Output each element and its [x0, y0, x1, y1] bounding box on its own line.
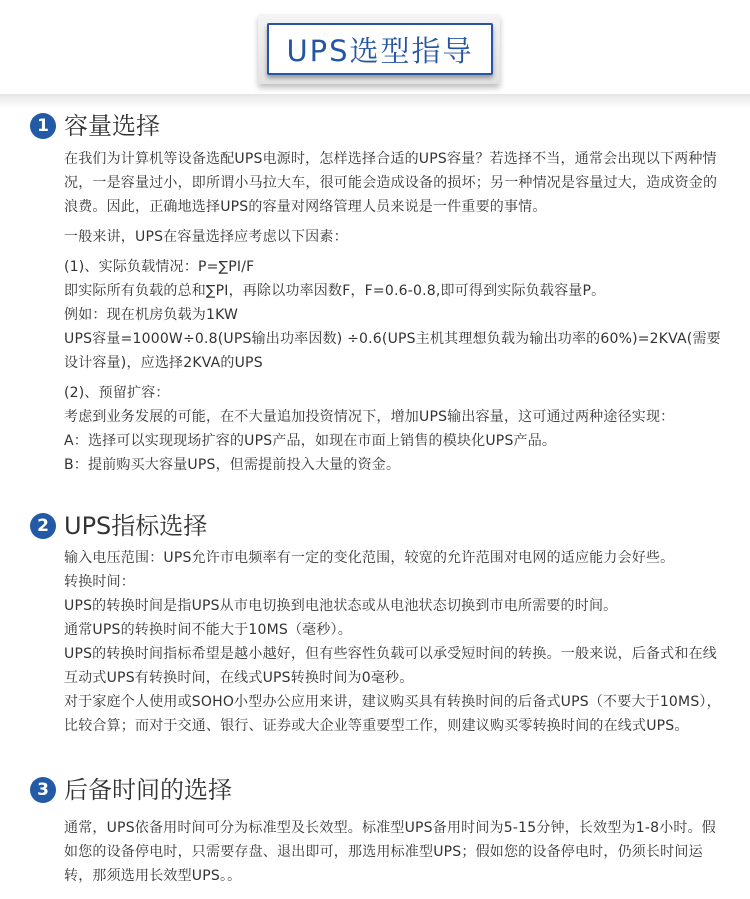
paragraph: 即实际所有负载的总和∑PI，再除以功率因数F，F=0.6-0.8,即可得到实际负载容量P。	[64, 283, 606, 299]
section-header	[0, 508, 750, 544]
paragraph: (1)、实际负载情况：P=∑PI/F	[64, 259, 255, 275]
paragraph: 在我们为计算机等设备选配UPS电源时，怎样选择合适的UPS容量？若选择不当，通常会出现以下两种情况，一是容量过小，即所谓小马拉大车，很可能会造成设备的损坏；另一种情况是容量过大，造成资金的浪费。因此，正确地选择UPS的容量对网络管理人员来说是一件重要的事情。	[64, 151, 718, 215]
paragraph: UPS的转换时间指标希望是越小越好，但有些容性负载可以承受短时间的转换。一般来说，后备式和在线互动式UPS有转换时间，在线式UPS转换时间为0毫秒。	[64, 646, 717, 686]
section-body	[64, 816, 730, 888]
section-number-badge: 1	[30, 113, 56, 139]
paragraph: 考虑到业务发展的可能，在不大量追加投资情况下，增加UPS输出容量，这可通过两种途径实现：	[64, 409, 675, 425]
section-body	[64, 546, 730, 738]
paragraph: 通常UPS的转换时间不能大于10MS（毫秒）。	[64, 622, 352, 638]
section-header	[0, 772, 750, 808]
paragraph: A：选择可以实现现场扩容的UPS产品，如现在市面上销售的模块化UPS产品。	[64, 433, 557, 449]
paragraph: 转换时间：	[64, 574, 135, 590]
section-number-badge: 2	[30, 513, 56, 539]
section-title: 后备时间的选择	[64, 776, 232, 804]
paragraph: (2)、预留扩容：	[64, 385, 170, 401]
page-title: UPS选型指导	[286, 33, 474, 68]
title-frame	[267, 23, 493, 75]
section-body	[64, 147, 730, 477]
paragraph: B：提前购买大容量UPS，但需提前投入大量的资金。	[64, 457, 401, 473]
paragraph: 对于家庭个人使用或SOHO小型办公应用来讲，建议购买具有转换时间的后备式UPS（不要大于10MS），比较合算；而对于交通、银行、证券或大企业等重要型工作，则建议购买零转换时间的在线式UPS。	[64, 694, 721, 734]
paragraph: 通常，UPS依备用时间可分为标准型及长效型。标准型UPS备用时间为5-15分钟，长效型为1-8小时。假如您的设备停电时，只需要存盘、退出即可，那选用标准型UPS；假如您的设备停电时，仍须长时间运转，那须选用长效型UPS。。	[64, 820, 716, 884]
section-title: UPS指标选择	[64, 512, 208, 540]
banner-divider	[0, 94, 750, 108]
paragraph: 例如：现在机房负载为1KW	[64, 307, 239, 323]
paragraph: 一般来讲，UPS在容量选择应考虑以下因素：	[64, 229, 348, 245]
section-number-badge: 3	[30, 777, 56, 803]
paragraph: UPS的转换时间是指UPS从市电切换到电池状态或从电池状态切换到市电所需要的时间。	[64, 598, 618, 614]
title-banner	[258, 14, 500, 84]
section-header	[0, 108, 750, 144]
paragraph: 输入电压范围：UPS允许市电频率有一定的变化范围，较宽的允许范围对电网的适应能力会好些。	[64, 550, 675, 566]
paragraph: UPS容量=1000W÷0.8(UPS输出功率因数) ÷0.6(UPS主机其理想负载为输出功率的60%)=2KVA(需要设计容量)，应选择2KVA的UPS	[64, 331, 721, 371]
section-title: 容量选择	[64, 112, 160, 140]
